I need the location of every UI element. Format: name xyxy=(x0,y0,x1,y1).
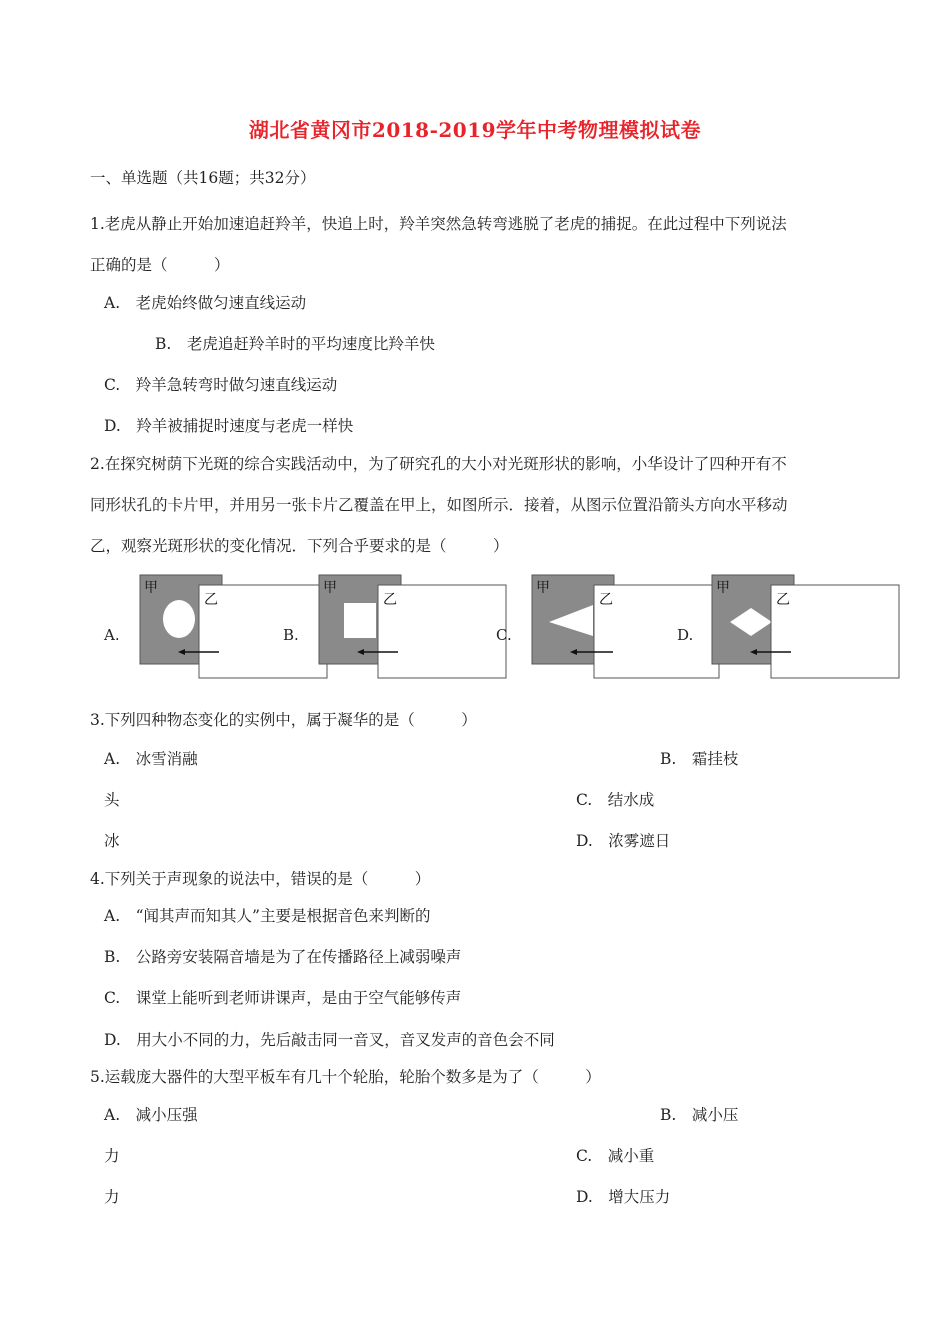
question-3-option-b[interactable]: B. 霜挂枝 xyxy=(660,750,739,768)
question-3-option-c[interactable]: C. 结水成 xyxy=(576,791,655,809)
question-5-option-b[interactable]: B. 减小压 xyxy=(660,1106,739,1124)
card-yi-label: 乙 xyxy=(383,592,397,608)
square-hole-shape xyxy=(344,603,376,638)
question-4-option-c[interactable]: C. 课堂上能听到老师讲课声，是由于空气能够传声 xyxy=(104,989,462,1007)
section-heading: 一、单选题（共16题；共32分） xyxy=(90,169,316,187)
pinhole-card-figure-a xyxy=(139,574,329,680)
question-2-option-b[interactable]: B. xyxy=(283,626,299,644)
question-4-option-a[interactable]: A. “闻其声而知其人”主要是根据音色来判断的 xyxy=(104,907,431,925)
question-5-text: 5.运载庞大器件的大型平板车有几十个轮胎，轮胎个数多是为了（ ） xyxy=(90,1068,601,1086)
question-2-text-cont2: 乙，观察光斑形状的变化情况．下列合乎要求的是（ ） xyxy=(90,537,509,555)
question-1-option-d[interactable]: D. 羚羊被捕捉时速度与老虎一样快 xyxy=(104,417,354,435)
pinhole-card-figure-d xyxy=(711,574,901,680)
question-3-option-d[interactable]: D. 浓雾遮日 xyxy=(576,832,671,850)
question-1-option-a[interactable]: A. 老虎始终做匀速直线运动 xyxy=(104,294,307,312)
question-3-text: 3.下列四种物态变化的实例中，属于凝华的是（ ） xyxy=(90,711,477,729)
card-jia-label: 甲 xyxy=(536,580,550,596)
question-4-option-d[interactable]: D. 用大小不同的力，先后敲击同一音叉，音叉发声的音色会不同 xyxy=(104,1031,555,1049)
pinhole-card-figure-b xyxy=(318,574,508,680)
question-3-option-c-wrap: 冰 xyxy=(104,832,120,850)
question-5-option-c-wrap: 力 xyxy=(104,1188,120,1206)
card-jia-label: 甲 xyxy=(716,580,730,596)
question-4-option-b[interactable]: B. 公路旁安装隔音墙是为了在传播路径上减弱噪声 xyxy=(104,948,462,966)
question-5-option-a[interactable]: A. 减小压强 xyxy=(104,1106,198,1124)
card-yi-label: 乙 xyxy=(599,592,613,608)
exam-title: 湖北省黄冈市2018-2019学年中考物理模拟试卷 xyxy=(248,118,702,142)
question-2-option-d[interactable]: D. xyxy=(677,626,694,644)
question-1-text: 1.老虎从静止开始加速追赶羚羊，快追上时，羚羊突然急转弯逃脱了老虎的捕捉。在此过程中下列说法 xyxy=(90,215,787,233)
question-2-option-a[interactable]: A. xyxy=(104,626,120,644)
card-yi-label: 乙 xyxy=(776,592,790,608)
question-2-option-c[interactable]: C. xyxy=(496,626,512,644)
question-5-option-b-wrap: 力 xyxy=(104,1147,120,1165)
card-yi-label: 乙 xyxy=(204,592,218,608)
card-jia-label: 甲 xyxy=(323,580,337,596)
question-1-option-c[interactable]: C. 羚羊急转弯时做匀速直线运动 xyxy=(104,376,338,394)
question-1-text-cont: 正确的是（ ） xyxy=(90,256,230,274)
question-3-option-b-wrap: 头 xyxy=(104,791,120,809)
question-2-text-cont: 同形状孔的卡片甲，并用另一张卡片乙覆盖在甲上，如图所示．接着，从图示位置沿箭头方向水平移动 xyxy=(90,496,788,514)
question-2-text: 2.在探究树荫下光斑的综合实践活动中，为了研究孔的大小对光斑形状的影响，小华设计了四种开有不 xyxy=(90,455,787,473)
question-5-option-c[interactable]: C. 减小重 xyxy=(576,1147,655,1165)
question-4-text: 4.下列关于声现象的说法中，错误的是（ ） xyxy=(90,870,431,888)
question-1-option-b[interactable]: B. 老虎追赶羚羊时的平均速度比羚羊快 xyxy=(155,335,435,353)
circle-hole-shape xyxy=(163,600,195,638)
question-5-option-d[interactable]: D. 增大压力 xyxy=(576,1188,671,1206)
question-3-option-a[interactable]: A. 冰雪消融 xyxy=(104,750,198,768)
card-jia-label: 甲 xyxy=(144,580,158,596)
